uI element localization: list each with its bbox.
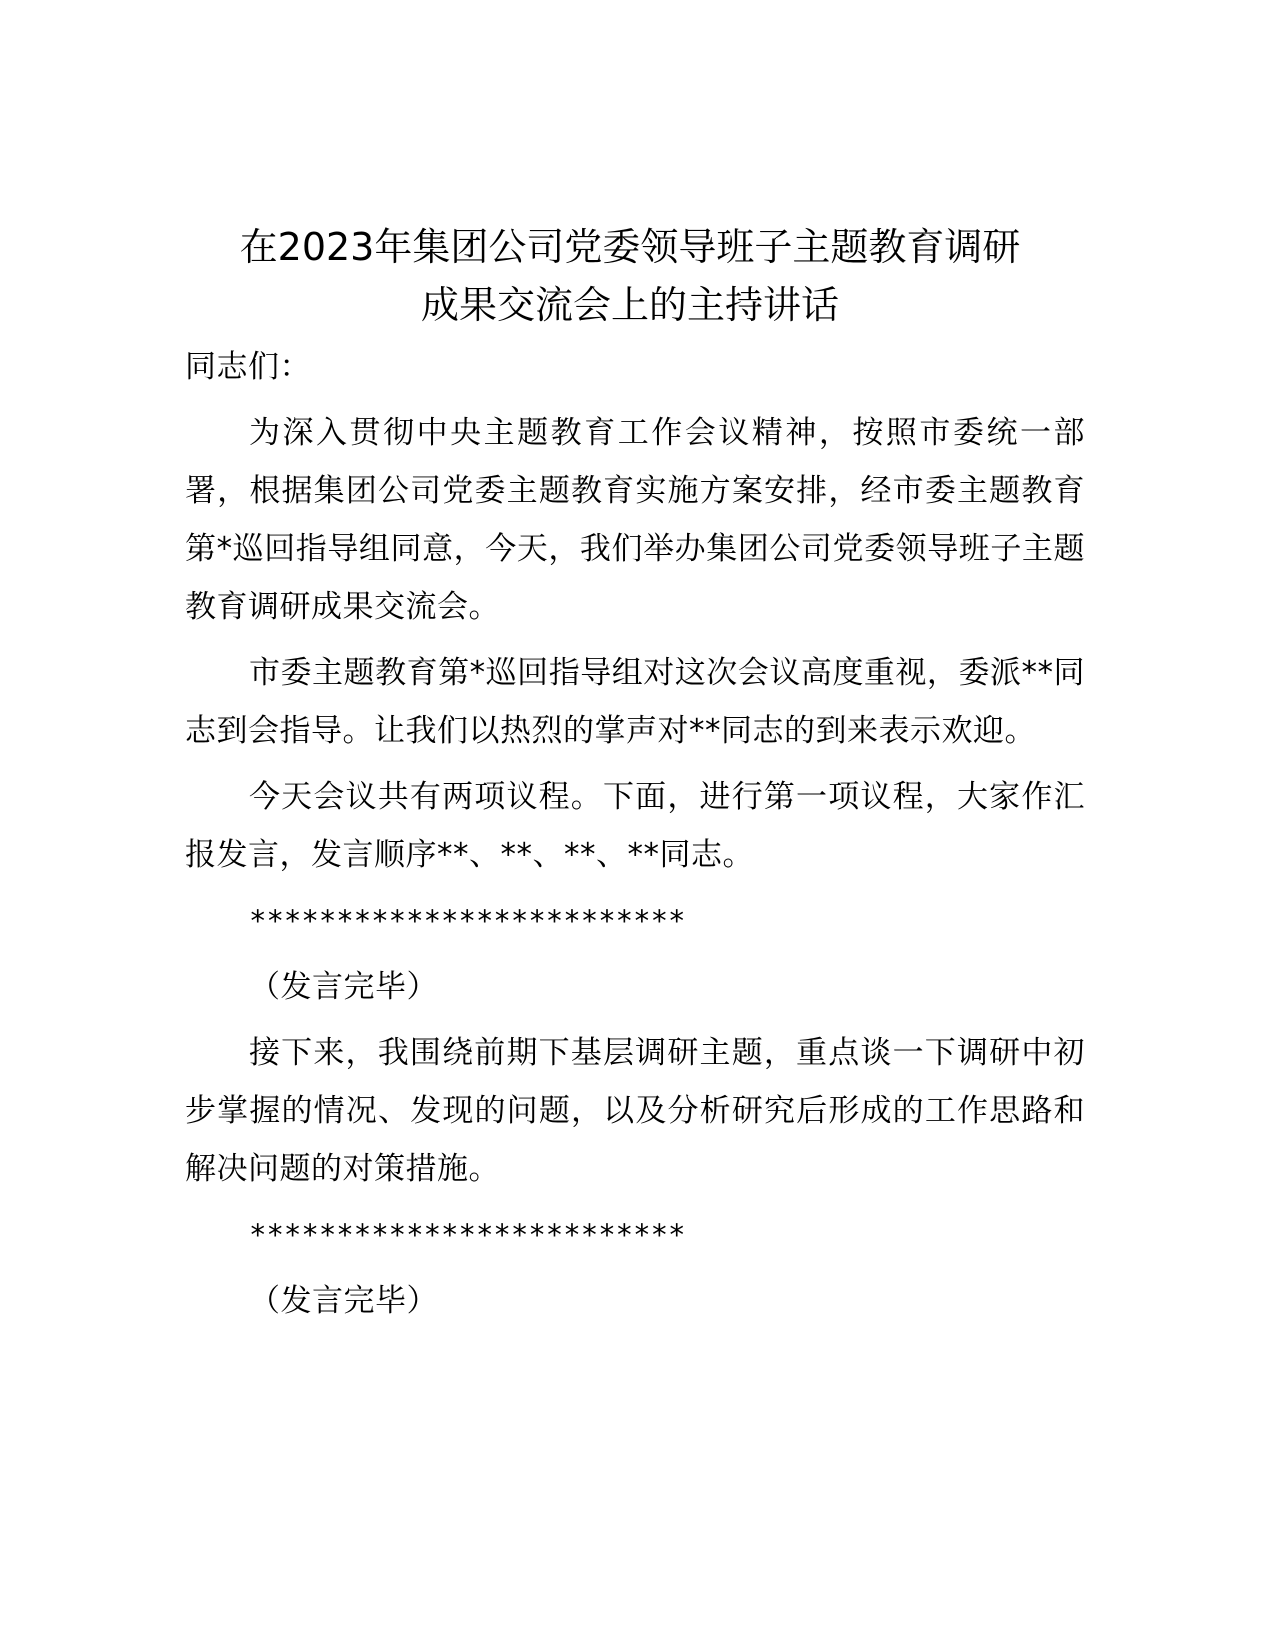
- greeting: 同志们：: [185, 349, 311, 385]
- document-title: [180, 218, 1080, 334]
- speech-end-note-2: （发言完毕）: [249, 1283, 438, 1319]
- title-line-1: 在2023年集团公司党委领导班子主题教育调研: [239, 225, 1021, 269]
- paragraph-2: 市委主题教育第*巡回指导组对这次会议高度重视，委派**同志到会指导。让我们以热烈的掌声对**同志的到来表示欢迎。: [185, 655, 1085, 749]
- placeholder-stars-1: *************************: [249, 904, 686, 938]
- placeholder-stars-2: *************************: [249, 1218, 686, 1252]
- paragraph-3: 今天会议共有两项议程。下面，进行第一项议程，大家作汇报发言，发言顺序**、**、**、**同志。: [185, 779, 1085, 873]
- document-body: [185, 338, 1085, 1330]
- title-line-2: 成果交流会上的主持讲话: [420, 283, 839, 327]
- speech-end-note-1: （发言完毕）: [249, 969, 438, 1005]
- paragraph-1: 为深入贯彻中央主题教育工作会议精神，按照市委统一部署，根据集团公司党委主题教育实施方案安排，经市委主题教育第*巡回指导组同意，今天，我们举办集团公司党委领导班子主题教育调研成果交流会。: [185, 415, 1085, 625]
- paragraph-4: 接下来，我围绕前期下基层调研主题，重点谈一下调研中初步掌握的情况、发现的问题，以及分析研究后形成的工作思路和解决问题的对策措施。: [185, 1035, 1085, 1187]
